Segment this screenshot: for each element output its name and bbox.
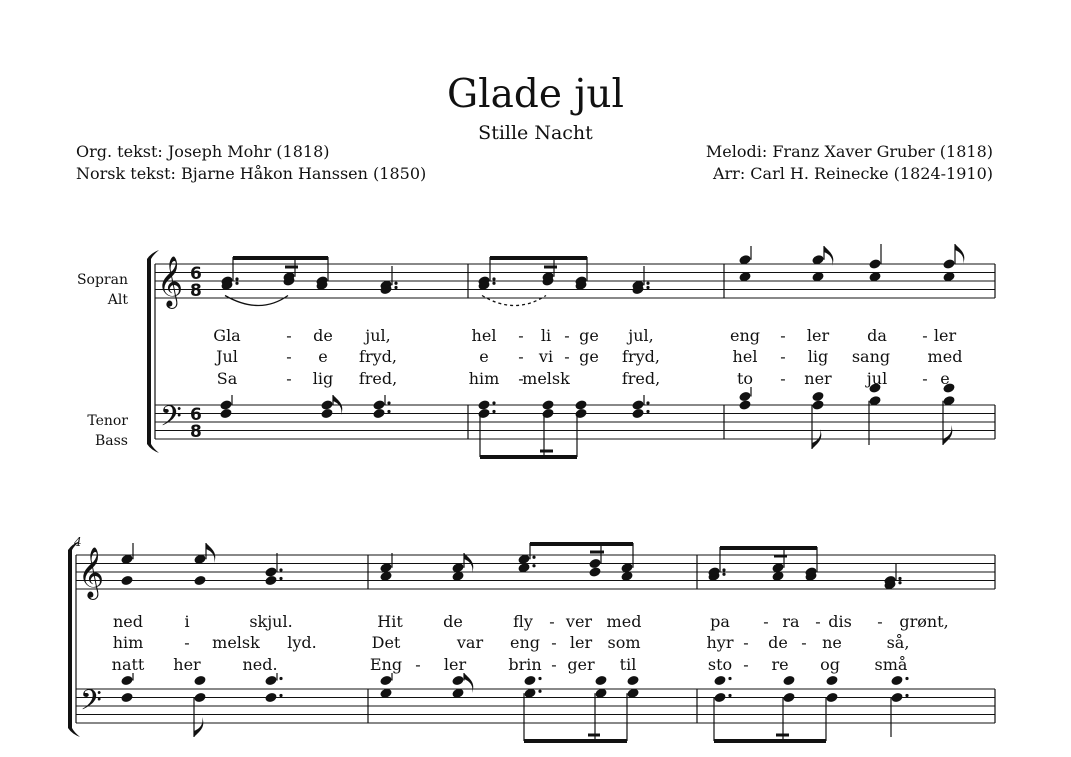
- lyric-syllable: ned: [112, 612, 144, 631]
- lyric-syllable: ne: [822, 633, 842, 652]
- lyric-syllable: melsk: [212, 633, 260, 652]
- lyric-syllable: ler: [569, 633, 593, 652]
- lyric-syllable: Jul: [216, 347, 238, 366]
- lyric-syllable: da: [867, 326, 887, 345]
- lyric-syllable: Eng: [369, 655, 403, 674]
- lyric-syllable: jul,: [628, 326, 654, 345]
- bracket-bottom: [68, 728, 80, 737]
- augmentation-dot: [492, 277, 495, 280]
- notehead: [825, 675, 838, 687]
- notehead: [541, 408, 554, 420]
- beam: [714, 739, 826, 743]
- augmentation-dot: [646, 410, 649, 413]
- lyric-syllable: med: [606, 612, 642, 631]
- flag: [824, 246, 833, 266]
- lyric-syllable: him: [468, 369, 500, 388]
- measure-number: 4: [74, 535, 82, 549]
- composer-credit: Melodi: Franz Xaver Gruber (1818): [705, 142, 993, 161]
- lyric-syllable: de: [313, 326, 333, 345]
- flag: [206, 543, 215, 563]
- lyric-syllable: ner: [804, 369, 832, 388]
- notehead: [477, 408, 490, 420]
- beam: [524, 739, 627, 743]
- lyric-syllable: -: [743, 655, 749, 674]
- lyric-syllable: eng: [729, 326, 761, 345]
- augmentation-dot: [532, 556, 535, 559]
- augmentation-dot: [235, 282, 238, 285]
- dashed-slur: [482, 296, 546, 306]
- notehead: [219, 408, 232, 420]
- lyric-syllable: -: [551, 655, 557, 674]
- notehead: [713, 692, 726, 704]
- lyric-syllable: -: [922, 326, 928, 345]
- beam: [490, 256, 587, 260]
- augmentation-dot: [279, 577, 282, 580]
- notehead: [193, 575, 206, 587]
- lyric-syllable: -: [564, 326, 570, 345]
- notehead: [890, 692, 903, 704]
- notehead: [477, 399, 490, 411]
- lyric-syllable: Hit: [377, 612, 403, 631]
- bass-label: Bass: [94, 433, 128, 449]
- lyric-syllable: fryd,: [359, 347, 397, 366]
- lyric-syllable: -: [877, 612, 883, 631]
- notehead: [713, 675, 726, 687]
- lyric-syllable: -: [518, 347, 524, 366]
- lyric-syllable: -: [549, 612, 555, 631]
- augmentation-dot: [905, 677, 908, 680]
- notehead: [811, 391, 824, 403]
- lyric-syllable: -: [780, 347, 786, 366]
- notehead: [372, 399, 385, 411]
- augmentation-dot: [394, 282, 397, 285]
- notehead: [264, 566, 277, 578]
- augmentation-dot: [387, 410, 390, 413]
- lyric-syllable: var: [456, 633, 484, 652]
- lyric-syllable: til: [619, 655, 637, 674]
- augmentation-dot: [646, 286, 649, 289]
- augmentation-dot: [279, 677, 282, 680]
- notehead: [738, 399, 751, 411]
- lyric-syllable: skjul.: [249, 612, 293, 631]
- flag: [955, 244, 964, 264]
- augmentation-dot: [728, 694, 731, 697]
- lyric-syllable: sang: [851, 347, 891, 366]
- lyric-syllable: -: [415, 655, 421, 674]
- augmentation-dot: [532, 564, 535, 567]
- lyric-syllable: de: [768, 633, 788, 652]
- lyric-syllable: ler: [443, 655, 467, 674]
- lyric-syllable: -: [286, 347, 292, 366]
- lyric-syllable: Gla: [213, 326, 241, 345]
- notehead: [120, 675, 133, 687]
- lyric-syllable: -: [184, 633, 190, 652]
- notehead: [379, 675, 392, 687]
- page-subtitle: Stille Nacht: [478, 122, 593, 144]
- lyric-syllable: ge: [579, 326, 599, 345]
- lyric-syllable: så,: [886, 633, 910, 652]
- augmentation-dot: [394, 286, 397, 289]
- augmentation-dot: [646, 401, 649, 404]
- augmentation-dot: [279, 568, 282, 571]
- augmentation-dot: [387, 401, 390, 404]
- lyric-syllable: jul: [866, 369, 888, 388]
- notehead: [219, 399, 232, 411]
- lyric-syllable: hel: [471, 326, 497, 345]
- lyric-syllable: vi: [538, 347, 554, 366]
- lyric-syllable: -: [922, 369, 928, 388]
- notehead: [631, 399, 644, 411]
- lyric-syllable: brin: [508, 655, 542, 674]
- beam: [233, 256, 328, 260]
- notehead: [264, 692, 277, 704]
- notehead: [890, 675, 903, 687]
- lyric-syllable: lig: [807, 347, 829, 366]
- notehead: [320, 408, 333, 420]
- lyric-syllable: -: [564, 347, 570, 366]
- bracket-bottom: [147, 444, 159, 453]
- alto-label: Alt: [107, 292, 128, 308]
- lyric-syllable: ver: [565, 612, 593, 631]
- lyric-syllable: -: [551, 633, 557, 652]
- lyric-syllable: e: [318, 347, 328, 366]
- tenor-label: Tenor: [87, 413, 128, 429]
- notehead: [825, 692, 838, 704]
- lyric-syllable: jul,: [365, 326, 391, 345]
- lyric-syllable: -: [518, 369, 524, 388]
- lyric-syllable: og: [820, 655, 840, 674]
- notehead: [193, 675, 206, 687]
- notehead: [320, 399, 333, 411]
- lyric-syllable: pa: [710, 612, 730, 631]
- bass-clef-icon: 𝄢: [80, 684, 102, 724]
- lyric-syllable: dis: [828, 612, 852, 631]
- beam: [480, 455, 577, 459]
- notehead: [193, 692, 206, 704]
- lyric-syllable: sto: [707, 655, 733, 674]
- lyric-syllable: fred,: [621, 369, 661, 388]
- augmentation-dot: [722, 568, 725, 571]
- augmentation-dot: [905, 694, 908, 697]
- bass-clef-icon: 𝄢: [160, 400, 182, 440]
- lyric-syllable: -: [780, 326, 786, 345]
- page-title: Glade jul: [446, 72, 624, 117]
- lyric-syllable: fred,: [358, 369, 398, 388]
- notehead: [264, 575, 277, 587]
- lyric-syllable: Det: [371, 633, 401, 652]
- lyric-syllable: Sa: [216, 369, 238, 388]
- augmentation-dot: [492, 410, 495, 413]
- lyric-syllable: melsk: [522, 369, 570, 388]
- system-bracket: [68, 550, 72, 728]
- translator-credit: Norsk tekst: Bjarne Håkon Hanssen (1850): [76, 164, 427, 183]
- lyric-syllable: ler: [933, 326, 957, 345]
- lyric-syllable: fly: [513, 612, 533, 631]
- lyric-syllable: som: [607, 633, 641, 652]
- lyric-syllable: i: [184, 612, 190, 631]
- augmentation-dot: [538, 677, 541, 680]
- augmentation-dot: [235, 277, 238, 280]
- flag: [194, 717, 203, 737]
- augmentation-dot: [538, 690, 541, 693]
- lyric-syllable: -: [743, 633, 749, 652]
- notehead: [868, 258, 881, 270]
- notehead: [588, 558, 601, 570]
- lyric-syllable: fryd,: [622, 347, 660, 366]
- lyric-syllable: her: [173, 655, 201, 674]
- lyric-syllable: ler: [806, 326, 830, 345]
- time-signature-top: 6: [190, 405, 202, 425]
- lyric-syllable: ned.: [242, 655, 278, 674]
- notehead: [523, 675, 536, 687]
- lyric-syllable: -: [286, 369, 292, 388]
- lyric-syllable: lyd.: [287, 633, 317, 652]
- augmentation-dot: [279, 694, 282, 697]
- lyric-syllable: lig: [312, 369, 334, 388]
- notehead: [120, 692, 133, 704]
- lyric-syllable: e: [479, 347, 489, 366]
- lyric-syllable: med: [927, 347, 963, 366]
- flag: [943, 425, 952, 445]
- lyric-syllable: -: [780, 369, 786, 388]
- lyric-syllable: -: [518, 326, 524, 345]
- treble-clef-icon: 𝄞: [157, 256, 184, 307]
- time-signature-bottom: 8: [190, 422, 202, 442]
- lyric-syllable: -: [286, 326, 292, 345]
- arranger-credit: Arr: Carl H. Reinecke (1824-1910): [712, 164, 993, 183]
- notehead: [264, 675, 277, 687]
- notehead: [738, 391, 751, 403]
- lyric-syllable: små: [874, 655, 908, 674]
- slur: [225, 296, 288, 306]
- notehead: [782, 692, 795, 704]
- augmentation-dot: [728, 677, 731, 680]
- notehead: [541, 399, 554, 411]
- lyric-syllable: ge: [579, 347, 599, 366]
- lyric-syllable: de: [443, 612, 463, 631]
- lyric-syllable: -: [801, 633, 807, 652]
- lyricist-credit: Org. tekst: Joseph Mohr (1818): [76, 142, 330, 161]
- notehead: [626, 675, 639, 687]
- lyric-syllable: ra: [782, 612, 800, 631]
- notehead: [451, 675, 464, 687]
- lyric-syllable: grønt,: [899, 612, 949, 631]
- augmentation-dot: [898, 577, 901, 580]
- augmentation-dot: [722, 573, 725, 576]
- time-signature-top: 6: [190, 264, 202, 284]
- lyric-syllable: him: [112, 633, 144, 652]
- flag: [464, 673, 473, 693]
- augmentation-dot: [492, 282, 495, 285]
- lyric-syllable: ger: [567, 655, 595, 674]
- notehead: [574, 399, 587, 411]
- lyric-syllable: -: [815, 612, 821, 631]
- notehead: [782, 675, 795, 687]
- lyric-syllable: hyr: [706, 633, 734, 652]
- beam: [720, 546, 817, 550]
- lyric-syllable: to: [736, 369, 754, 388]
- treble-clef-icon: 𝄞: [78, 547, 105, 598]
- notehead: [594, 675, 607, 687]
- system-bracket: [147, 259, 151, 444]
- lyric-syllable: li: [540, 326, 552, 345]
- lyric-syllable: eng: [509, 633, 541, 652]
- notehead: [574, 408, 587, 420]
- notehead: [811, 399, 824, 411]
- lyric-syllable: natt: [111, 655, 145, 674]
- notehead: [120, 575, 133, 587]
- augmentation-dot: [646, 282, 649, 285]
- lyric-syllable: -: [763, 612, 769, 631]
- notehead: [372, 408, 385, 420]
- soprano-label: Sopran: [76, 272, 128, 288]
- lyric-syllable: hel: [732, 347, 758, 366]
- lyric-syllable: e: [940, 369, 950, 388]
- augmentation-dot: [492, 401, 495, 404]
- beam: [530, 542, 633, 546]
- notehead: [588, 566, 601, 578]
- lyric-syllable: re: [771, 655, 789, 674]
- notehead: [631, 408, 644, 420]
- augmentation-dot: [898, 581, 901, 584]
- notehead: [942, 258, 955, 270]
- time-signature-bottom: 8: [190, 281, 202, 301]
